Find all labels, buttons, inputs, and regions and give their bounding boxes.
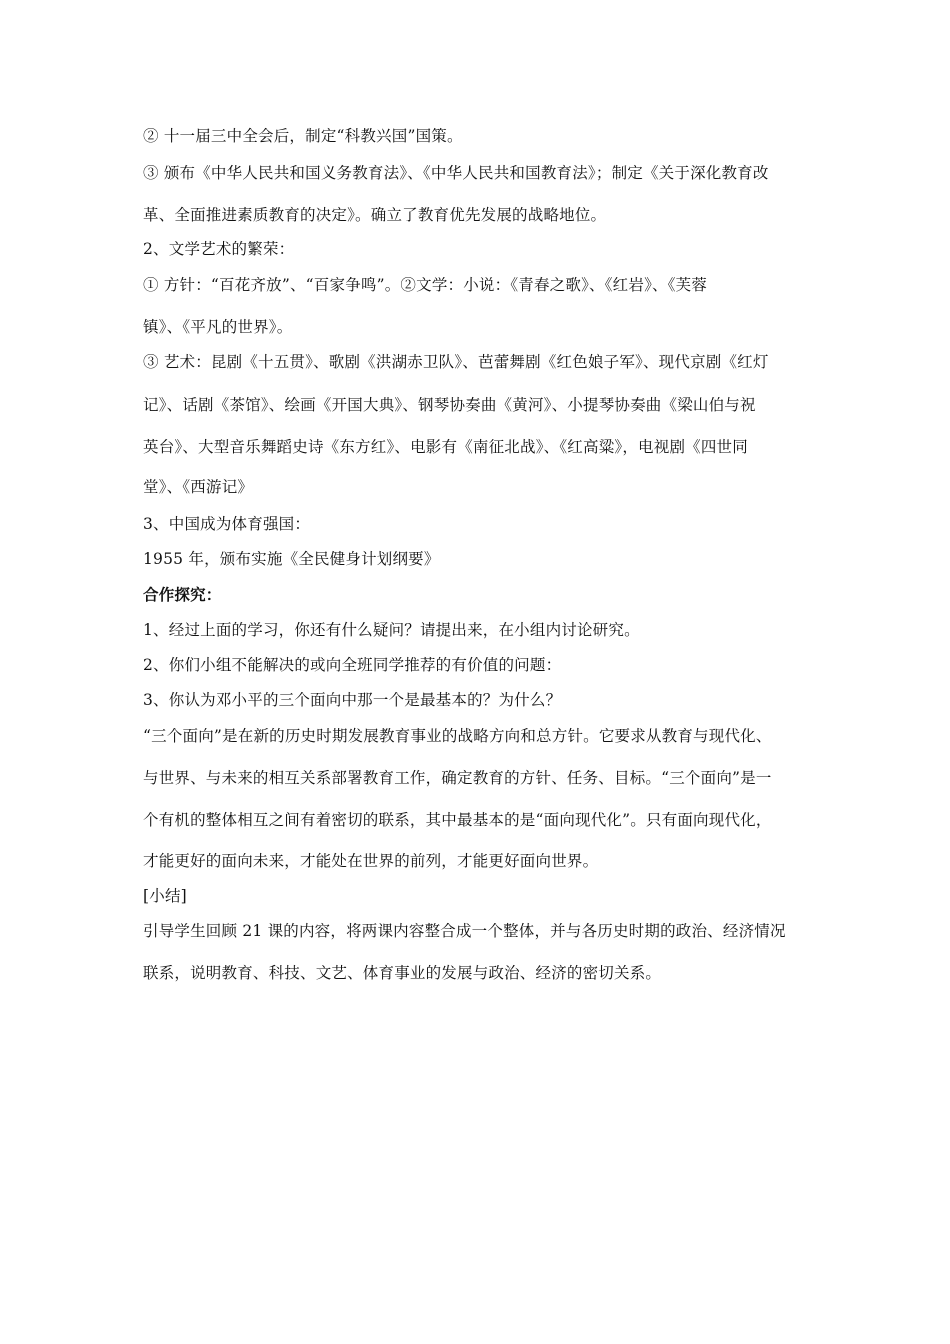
text-line: 1955 年，颁布实施《全民健身计划纲要》 [143,550,440,568]
text-line: 镇》、《平凡的世界》。 [143,318,293,336]
text-line: 1、经过上面的学习，你还有什么疑问？请提出来，在小组内讨论研究。 [143,621,640,639]
text-line: 才能更好的面向未来，才能处在世界的前列，才能更好面向世界。 [143,852,599,870]
text-line: 堂》、《西游记》 [143,478,254,496]
text-line: 英台》、大型音乐舞蹈史诗《东方红》、电影有《南征北战》、《红高粱》，电视剧《四世同 [143,438,748,456]
text-line: ① 方针：“百花齐放”、“百家争鸣”。②文学：小说：《青春之歌》、《红岩》、《芙蓉 [143,276,708,294]
text-line: 个有机的整体相互之间有着密切的联系，其中最基本的是“面向现代化”。只有面向现代化， [143,811,772,829]
text-line: 联系，说明教育、科技、文艺、体育事业的发展与政治、经济的密切关系。 [143,964,662,982]
text-line: 记》、话剧《茶馆》、绘画《开国大典》、钢琴协奏曲《黄河》、小提琴协奏曲《梁山伯与祝 [143,396,756,414]
text-line: 3、你认为邓小平的三个面向中那一个是最基本的？为什么？ [143,691,562,709]
summary-heading: [小结] [143,887,187,905]
text-line: 引导学生回顾 21 课的内容，将两课内容整合成一个整体，并与各历史时期的政治、经济情况 [143,922,786,940]
text-line: ③ 艺术：昆剧《十五贯》、歌剧《洪湖赤卫队》、芭蕾舞剧《红色娘子军》、现代京剧《红灯 [143,353,769,371]
section-heading: 2、文学艺术的繁荣： [143,240,295,258]
text-line: 2、你们小组不能解决的或向全班同学推荐的有价值的问题： [143,656,562,674]
text-line: “三个面向”是在新的历史时期发展教育事业的战略方向和总方针。它要求从教育与现代化、 [143,727,772,745]
text-line: ② 十一届三中全会后，制定“科教兴国”国策。 [143,127,463,145]
text-line: ③ 颁布《中华人民共和国义务教育法》、《中华人民共和国教育法》；制定《关于深化教育改 [143,164,769,182]
text-line: 革、全面推进素质教育的决定》。确立了教育优先发展的战略地位。 [143,206,607,224]
text-line: 与世界、与未来的相互关系部署教育工作，确定教育的方针、任务、目标。“三个面向”是一 [143,769,772,787]
section-heading: 3、中国成为体育强国： [143,515,311,533]
cooperative-inquiry-heading: 合作探究： [143,586,222,604]
